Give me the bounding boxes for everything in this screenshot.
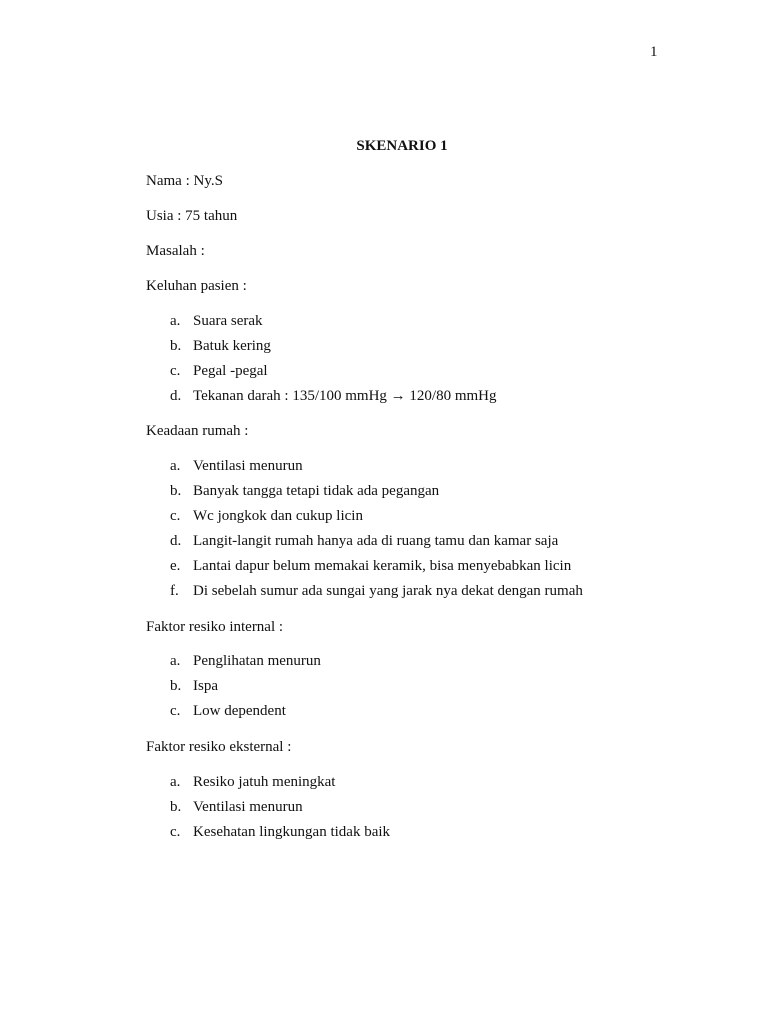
- list-item: [170, 798, 303, 816]
- list-item: [170, 823, 390, 841]
- list-item: [170, 312, 263, 330]
- list-item-text: Langit-langit rumah hanya ada di ruang tamu dan kamar saja: [193, 533, 559, 549]
- list-item: [170, 677, 218, 695]
- document-title: SKENARIO 1: [356, 138, 448, 154]
- list-item: [170, 387, 497, 405]
- list-marker: d.: [170, 388, 182, 404]
- list-marker: c.: [170, 508, 181, 524]
- list-item-text: Suara serak: [193, 313, 263, 329]
- list-item-text: Batuk kering: [193, 338, 271, 354]
- list-item-text: Pegal -pegal: [193, 363, 268, 379]
- list-marker: c.: [170, 363, 181, 379]
- keadaan-heading: Keadaan rumah :: [146, 423, 249, 439]
- keluhan-heading: Keluhan pasien :: [146, 278, 247, 294]
- list-marker: a.: [170, 653, 181, 669]
- list-item-text: Banyak tangga tetapi tidak ada pegangan: [193, 483, 440, 499]
- list-marker: c.: [170, 703, 181, 719]
- list-item: [170, 582, 583, 600]
- internal-heading: Faktor resiko internal :: [146, 619, 284, 635]
- eksternal-heading: Faktor resiko eksternal :: [146, 739, 292, 755]
- page-number: 1: [650, 44, 658, 60]
- list-item: [170, 652, 321, 670]
- nama-line: Nama : Ny.S: [146, 173, 223, 189]
- list-item-text: Lantai dapur belum memakai keramik, bisa menyebabkan licin: [193, 558, 572, 574]
- list-item-text: Wc jongkok dan cukup licin: [193, 508, 363, 524]
- list-marker: a.: [170, 313, 181, 329]
- list-item: [170, 482, 439, 500]
- list-item: [170, 557, 571, 575]
- list-item-text: Tekanan darah : 135/100 mmHg → 120/80 mmHg: [193, 388, 497, 404]
- list-marker: b.: [170, 799, 182, 815]
- list-marker: a.: [170, 458, 181, 474]
- list-item-text: Resiko jatuh meningkat: [193, 774, 336, 790]
- list-item: [170, 362, 268, 380]
- usia-line: Usia : 75 tahun: [146, 208, 238, 224]
- list-marker: b.: [170, 678, 182, 694]
- list-item: [170, 773, 335, 791]
- masalah-line: Masalah :: [146, 243, 205, 259]
- list-marker: c.: [170, 824, 181, 840]
- list-item: [170, 337, 271, 355]
- list-marker: d.: [170, 533, 182, 549]
- list-marker: b.: [170, 483, 182, 499]
- list-marker: a.: [170, 774, 181, 790]
- list-marker: f.: [170, 583, 179, 599]
- list-item-text: Ventilasi menurun: [193, 458, 303, 474]
- list-item-text: Kesehatan lingkungan tidak baik: [193, 824, 391, 840]
- list-item-text: Ventilasi menurun: [193, 799, 303, 815]
- list-item-text: Di sebelah sumur ada sungai yang jarak nya dekat dengan rumah: [193, 583, 583, 599]
- list-item: [170, 702, 286, 720]
- list-item-text: Ispa: [193, 678, 218, 694]
- list-marker: e.: [170, 558, 181, 574]
- list-item: [170, 507, 363, 525]
- list-marker: b.: [170, 338, 182, 354]
- list-item-text: Penglihatan menurun: [193, 653, 321, 669]
- list-item-text: Low dependent: [193, 703, 286, 719]
- list-item: [170, 532, 558, 550]
- list-item: [170, 457, 303, 475]
